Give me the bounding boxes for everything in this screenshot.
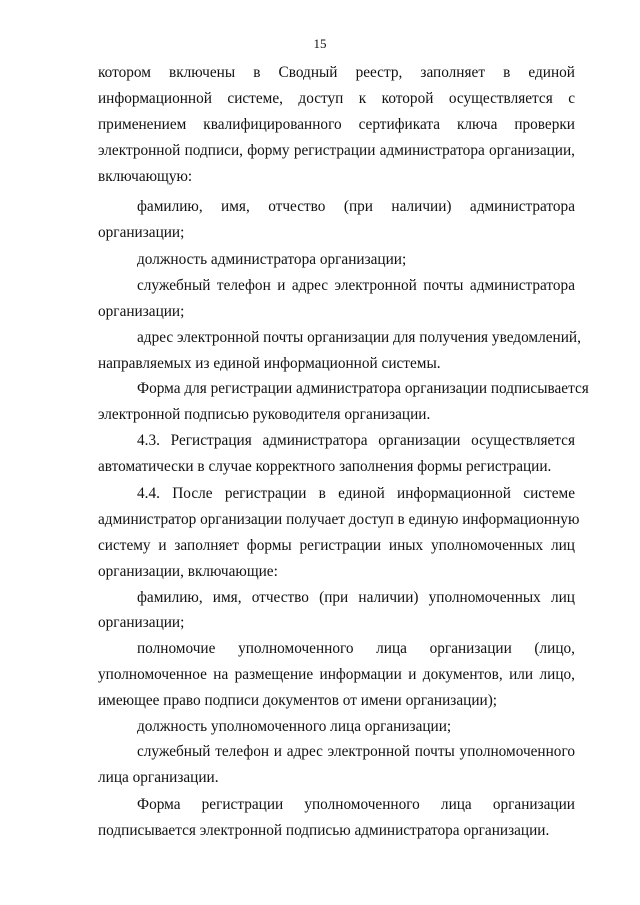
text-line: служебный телефон и адрес электронной почты администратора xyxy=(137,277,575,294)
text-line: должность администратора организации; xyxy=(137,251,407,268)
text-line: информационной системе, доступ к которой осуществляется с xyxy=(98,90,575,107)
text-line: имеющее право подписи документов от имени организации); xyxy=(98,692,498,709)
text-line: организации, включающие: xyxy=(98,563,278,580)
text-line: организации; xyxy=(98,303,185,320)
text-line: должность уполномоченного лица организации; xyxy=(137,718,452,735)
text-line: электронной подписи, форму регистрации администратора организации, xyxy=(98,142,575,159)
page-number: 15 xyxy=(313,36,327,51)
text-line: автоматически в случае корректного заполнения формы регистрации. xyxy=(98,458,552,475)
text-line: включающую: xyxy=(98,168,193,185)
text-line: котором включены в Сводный реестр, заполняет в единой xyxy=(98,64,575,81)
text-line: лица организации. xyxy=(98,769,219,786)
text-line: полномочие уполномоченного лица организации (лицо, xyxy=(137,640,575,657)
text-line: 4.3. Регистрация администратора организации осуществляется xyxy=(137,432,575,449)
text-line: Форма регистрации уполномоченного лица организации xyxy=(137,796,575,813)
text-line: организации; xyxy=(98,224,185,241)
text-line: служебный телефон и адрес электронной почты уполномоченного xyxy=(137,743,575,760)
text-line: фамилию, имя, отчество (при наличии) уполномоченных лиц xyxy=(137,589,575,606)
text-line: адрес электронной почты организации для получения уведомлений, xyxy=(137,329,581,346)
text-line: 4.4. После регистрации в единой информационной системе xyxy=(137,485,575,502)
text-line: применением квалифицированного сертификата ключа проверки xyxy=(98,116,575,133)
text-line: Форма для регистрации администратора организации подписывается xyxy=(137,380,589,397)
text-line: администратор организации получает доступ в единую информационную xyxy=(98,511,580,528)
text-line: уполномоченное на размещение информации и документов, или лицо, xyxy=(98,666,575,683)
text-line: систему и заполняет формы регистрации иных уполномоченных лиц xyxy=(98,537,575,554)
text-line: организации; xyxy=(98,614,185,631)
text-line: направляемых из единой информационной системы. xyxy=(98,355,441,372)
text-line: подписывается электронной подписью администратора организации. xyxy=(98,822,550,839)
text-line: электронной подписью руководителя организации. xyxy=(98,406,431,423)
text-line: фамилию, имя, отчество (при наличии) администратора xyxy=(137,198,575,215)
